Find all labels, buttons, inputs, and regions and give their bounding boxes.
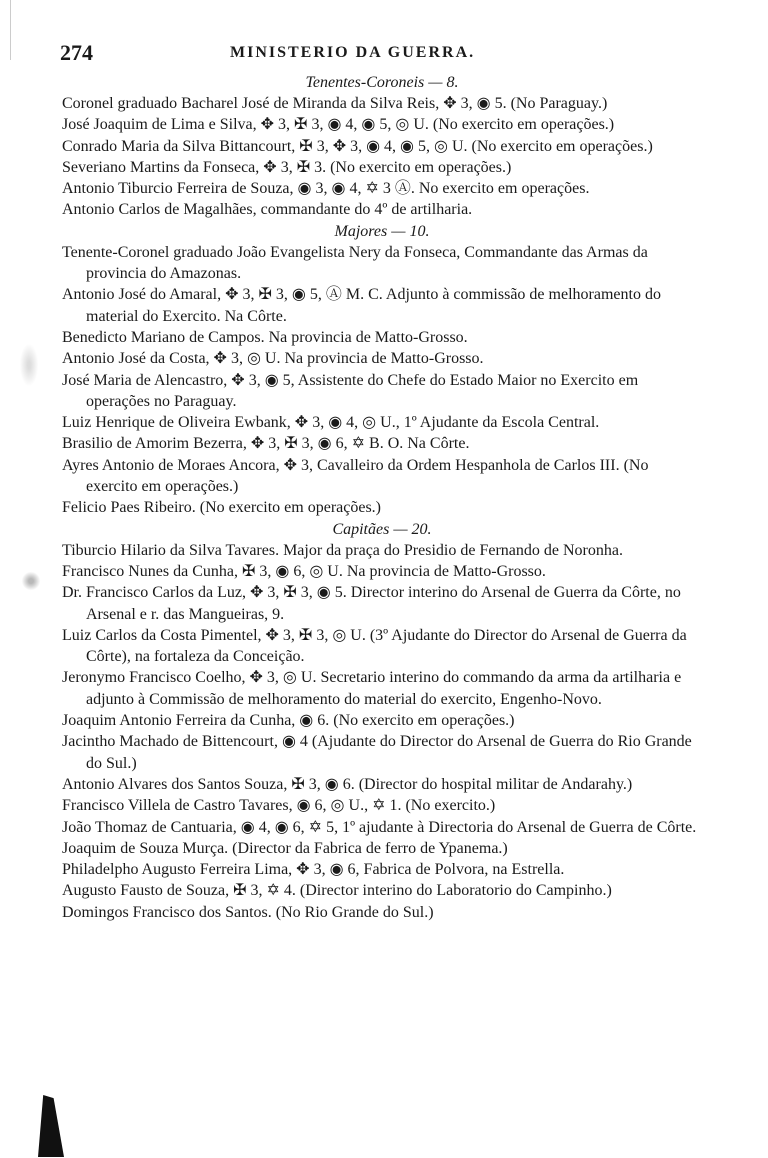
list-item: João Thomaz de Cantuaria, ◉ 4, ◉ 6, ✡ 5, 1º ajudante à Directoria do Arsenal de Guerra de Côrte. [62, 818, 697, 836]
list-item: Antonio José da Costa, ✥ 3, ◎ U. Na provincia de Matto-Grosso. [62, 350, 484, 368]
page-number: 274 [60, 40, 93, 65]
list-item: Coronel graduado Bacharel José de Miranda da Silva Reis, ✥ 3, ◉ 5. (No Paraguay.) [62, 95, 608, 112]
list-item: Severiano Martins da Fonseca, ✥ 3, ✠ 3. (No exercito em operações.) [62, 158, 512, 176]
list-item: Benedicto Mariano de Campos. Na provincia de Matto-Grosso. [62, 328, 468, 346]
list-item: Antonio Carlos de Magalhães, commandante do 4º de artilharia. [62, 201, 473, 219]
list-item: Tenente-Coronel graduado João Evangelista Nery da Fonseca, Commandante das Armas da provincia do Amazonas. [62, 243, 648, 283]
list-item: José Joaquim de Lima e Silva, ✥ 3, ✠ 3, ◉ 4, ◉ 5, ◎ U. (No exercito em operações.) [62, 116, 615, 134]
list-item: Francisco Villela de Castro Tavares, ◉ 6, ◎ U., ✡ 1. (No exercito.) [62, 797, 496, 815]
list-item: Ayres Antonio de Moraes Ancora, ✥ 3, Cavalleiro da Ordem Hespanhola de Carlos III. (No exercito em operações.) [62, 456, 649, 496]
list-item: Luiz Carlos da Costa Pimentel, ✥ 3, ✠ 3, ◎ U. (3º Ajudante do Director do Arsenal de Guerra da Côrte), na fortaleza da Conceição. [62, 626, 687, 666]
list-item: Augusto Fausto de Souza, ✠ 3, ✡ 4. (Director interino do Laboratorio do Campinho.) [62, 882, 612, 900]
list-item: Felicio Paes Ribeiro. (No exercito em operações.) [62, 499, 381, 517]
ink-smudge [20, 570, 42, 592]
list-item: Joaquim Antonio Ferreira da Cunha, ◉ 6. (No exercito em operações.) [62, 712, 515, 730]
list-item: Jacintho Machado de Bittencourt, ◉ 4 (Ajudante do Director do Arsenal de Guerra do Rio Grande do Sul.) [62, 733, 692, 772]
section-title: Tenentes-Coroneis — 8. [305, 74, 459, 91]
list-item: Brasilio de Amorim Bezerra, ✥ 3, ✠ 3, ◉ 6, ✡ B. O. Na Côrte. [62, 435, 470, 453]
section-title: Majores — 10. [334, 222, 430, 240]
list-item: Francisco Nunes da Cunha, ✠ 3, ◉ 6, ◎ U. Na provincia de Matto-Grosso. [62, 562, 546, 580]
page-edge-line [10, 0, 11, 60]
list-item: José Maria de Alencastro, ✥ 3, ◉ 5, Assistente do Chefe do Estado Maior no Exercito em operações no Paraguay. [62, 371, 639, 410]
list-item: Tiburcio Hilario da Silva Tavares. Major da praça do Presidio de Fernando de Noronha. [62, 541, 623, 559]
list-item: Joaquim de Souza Murça. (Director da Fabrica de ferro de Ypanema.) [62, 839, 508, 857]
page-body [62, 72, 702, 923]
list-item: Philadelpho Augusto Ferreira Lima, ✥ 3, ◉ 6, Fabrica de Polvora, na Estrella. [62, 861, 565, 879]
list-item: Domingos Francisco dos Santos. (No Rio Grande do Sul.) [62, 903, 434, 921]
page-edge-artifact [38, 1095, 64, 1157]
list-item: Conrado Maria da Silva Bittancourt, ✠ 3, ✥ 3, ◉ 4, ◉ 5, ◎ U. (No exercito em operações.) [62, 137, 653, 155]
page-header [60, 40, 700, 66]
list-item: Luiz Henrique de Oliveira Ewbank, ✥ 3, ◉ 4, ◎ U., 1º Ajudante da Escola Central. [62, 414, 600, 432]
list-item: Jeronymo Francisco Coelho, ✥ 3, ◎ U. Secretario interino do commando da arma da artilharia e adjunto à Commissão de melhoramento do material do exercito, Engenho-Novo. [62, 669, 682, 708]
running-title: MINISTERIO DA GUERRA. [230, 44, 476, 61]
section-title: Capitães — 20. [332, 520, 432, 538]
ink-smudge [18, 340, 40, 390]
list-item: Antonio Tiburcio Ferreira de Souza, ◉ 3, ◉ 4, ✡ 3 Ⓐ. No exercito em operações. [62, 180, 590, 198]
list-item: Antonio José do Amaral, ✥ 3, ✠ 3, ◉ 5, Ⓐ M. C. Adjunto à commissão de melhoramento do material do Exercito. Na Côrte. [62, 286, 661, 325]
list-item: Antonio Alvares dos Santos Souza, ✠ 3, ◉ 6. (Director do hospital militar de Andarahy.) [62, 775, 633, 793]
list-item: Dr. Francisco Carlos da Luz, ✥ 3, ✠ 3, ◉ 5. Director interino do Arsenal de Guerra da Côrte, no Arsenal e r. das Mangueiras, 9. [62, 584, 681, 623]
